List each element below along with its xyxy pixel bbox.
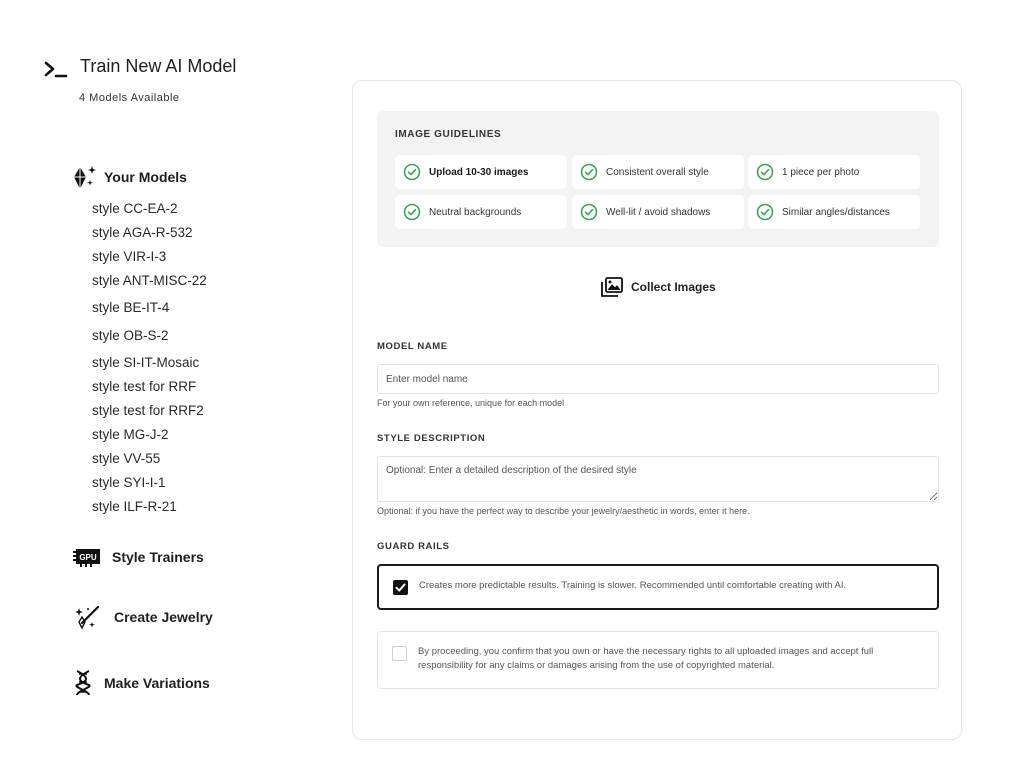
model-item-ilf-r-21[interactable]: style ILF-R-21 — [92, 499, 177, 514]
guideline-item — [395, 155, 567, 189]
consent-text: By proceeding, you confirm that you own or have the necessary rights to all uploaded images and accept full responsibility for any claims or damages arising from the use of copyrighted material. — [418, 646, 874, 671]
collect-images-label: Collect Images — [631, 280, 716, 294]
guideline-label: Upload 10-30 images — [429, 166, 529, 178]
gpu-icon-text: GPU — [79, 553, 97, 562]
guideline-item — [748, 155, 920, 189]
guideline-label: Neutral backgrounds — [429, 206, 522, 218]
models-available-count: 4 Models Available — [79, 92, 180, 104]
model-name-input[interactable] — [377, 364, 939, 394]
guideline-label: Consistent overall style — [606, 166, 709, 178]
guard-rails-text: Creates more predictable results. Training is slower. Recommended until comfortable creating with AI. — [419, 580, 847, 591]
model-item-mg-j-2[interactable]: style MG-J-2 — [92, 427, 169, 442]
model-item-cc-ea-2[interactable]: style CC-EA-2 — [92, 201, 178, 216]
model-item-vv-55[interactable]: style VV-55 — [92, 451, 161, 466]
checkmark-icon — [393, 580, 408, 595]
model-item-test-for-rrf[interactable]: style test for RRF — [92, 379, 197, 394]
consent-checkbox[interactable] — [392, 646, 407, 661]
model-item-syi-i-1[interactable]: style SYI-I-1 — [92, 475, 166, 490]
guideline-item — [395, 195, 567, 229]
nav-create-jewelry-label: Create Jewelry — [114, 609, 213, 625]
check-circle-icon — [756, 203, 774, 221]
consent-option[interactable] — [377, 631, 939, 689]
guideline-label: Well-lit / avoid shadows — [606, 206, 711, 218]
collect-images-button[interactable] — [601, 277, 716, 297]
magic-wand-icon — [74, 603, 102, 631]
terminal-icon — [44, 60, 68, 80]
image-gallery-icon — [601, 277, 623, 297]
image-guidelines — [377, 111, 939, 247]
nav-create-jewelry[interactable] — [74, 603, 213, 631]
style-description-textarea[interactable] — [377, 456, 939, 502]
model-item-vir-i-3[interactable]: style VIR-I-3 — [92, 249, 167, 264]
nav-your-models[interactable] — [70, 163, 187, 191]
nav-style-trainers[interactable] — [72, 546, 204, 568]
guidelines-title: IMAGE GUIDELINES — [395, 129, 502, 140]
model-item-ob-s-2[interactable]: style OB-S-2 — [92, 328, 169, 343]
train-model-panel — [352, 80, 962, 740]
model-item-ant-misc-22[interactable]: style ANT-MISC-22 — [92, 273, 207, 288]
guideline-item — [748, 195, 920, 229]
guideline-label: Similar angles/distances — [782, 206, 890, 218]
gpu-icon — [72, 546, 102, 568]
guideline-item — [572, 195, 744, 229]
nav-your-models-label: Your Models — [104, 169, 187, 185]
style-description-label: STYLE DESCRIPTION — [377, 433, 486, 444]
check-circle-icon — [580, 203, 598, 221]
nav-make-variations[interactable] — [74, 669, 210, 697]
guard-rails-option[interactable] — [377, 564, 939, 610]
check-circle-icon — [580, 163, 598, 181]
guard-rails-checkbox[interactable] — [393, 580, 408, 595]
check-circle-icon — [403, 203, 421, 221]
check-circle-icon — [756, 163, 774, 181]
dna-icon — [74, 669, 92, 697]
style-description-hint: Optional: if you have the perfect way to describe your jewelry/aesthetic in words, enter it here. — [377, 506, 750, 516]
guideline-label: 1 piece per photo — [782, 166, 860, 178]
model-item-be-it-4[interactable]: style BE-IT-4 — [92, 300, 170, 315]
diamond-sparkle-icon — [70, 163, 98, 191]
nav-make-variations-label: Make Variations — [104, 675, 210, 691]
model-item-aga-r-532[interactable]: style AGA-R-532 — [92, 225, 193, 240]
guideline-item — [572, 155, 744, 189]
model-item-si-it-mosaic[interactable]: style SI-IT-Mosaic — [92, 355, 200, 370]
guard-rails-label: GUARD RAILS — [377, 541, 450, 552]
page-title: Train New AI Model — [80, 56, 237, 76]
model-name-label: MODEL NAME — [377, 341, 448, 352]
check-circle-icon — [403, 163, 421, 181]
nav-style-trainers-label: Style Trainers — [112, 549, 204, 565]
model-name-hint: For your own reference, unique for each model — [377, 398, 565, 408]
model-item-test-for-rrf2[interactable]: style test for RRF2 — [92, 403, 204, 418]
